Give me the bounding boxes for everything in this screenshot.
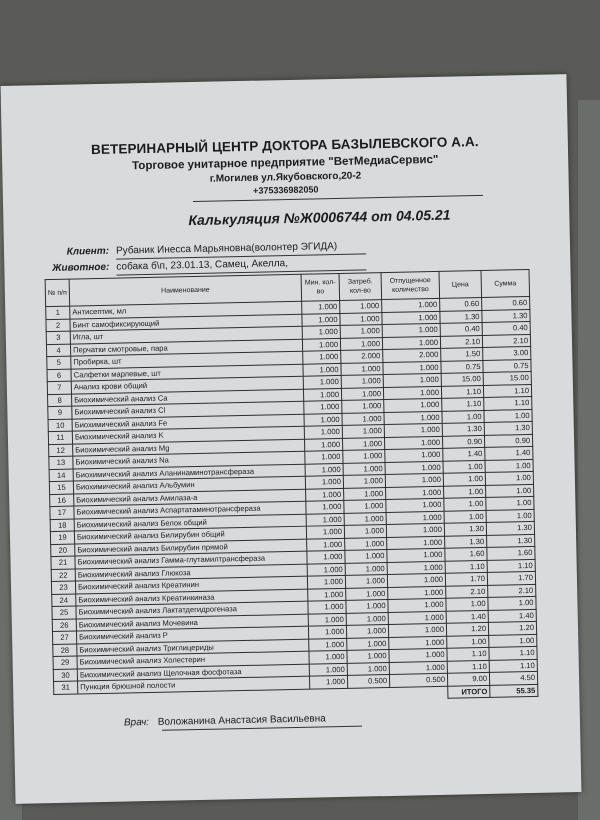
dispensed-qty: 1.000 [388, 623, 446, 637]
row-number: 12 [49, 444, 73, 457]
dispensed-qty: 1.000 [388, 611, 446, 625]
item-name: Антисептик, мл [70, 301, 302, 318]
dispensed-qty: 1.000 [388, 598, 446, 612]
min-qty: 1.000 [308, 588, 346, 601]
dispensed-qty: 1.000 [386, 511, 444, 525]
item-name: Биохимический анализ P [76, 626, 308, 643]
row-number: 10 [48, 419, 72, 432]
col-header-number: № п/п [45, 279, 70, 306]
min-qty: 1.000 [307, 538, 345, 551]
sum: 1.40 [488, 609, 536, 623]
client-name: Рубаник Инесса Марьяновна(волонтер ЭГИДА) [115, 240, 338, 257]
sum: 15.00 [483, 371, 531, 385]
dispensed-qty: 2.000 [383, 348, 441, 362]
min-qty: 1.000 [309, 663, 347, 676]
requested-qty: 1.000 [342, 437, 384, 450]
row-number: 8 [48, 394, 72, 407]
sum: 1.00 [486, 509, 534, 523]
row-number: 25 [52, 606, 76, 619]
row-number: 28 [53, 644, 77, 657]
dispensed-qty: 1.000 [383, 386, 441, 400]
row-number: 31 [54, 681, 78, 694]
row-number: 6 [47, 369, 71, 382]
price: 1.00 [443, 472, 485, 485]
min-qty: 1.000 [302, 313, 340, 326]
dispensed-qty: 1.000 [383, 373, 441, 387]
item-name: Перчатки смотровые, пара [70, 339, 302, 356]
price: 9.00 [447, 672, 489, 685]
col-header-name: Наименование [69, 274, 302, 306]
requested-qty: 1.000 [346, 587, 388, 600]
sum: 1.10 [489, 659, 537, 673]
min-qty: 1.000 [307, 575, 345, 588]
background-post-right [578, 100, 600, 820]
dispensed-qty: 1.000 [383, 361, 441, 375]
dispensed-qty: 1.000 [384, 423, 442, 437]
sum: 1.20 [488, 621, 536, 635]
min-qty: 1.000 [307, 563, 345, 576]
requested-qty: 1.000 [340, 300, 382, 313]
requested-qty: 1.000 [347, 649, 389, 662]
price: 1.20 [446, 622, 488, 635]
requested-qty: 1.000 [341, 362, 383, 375]
requested-qty: 1.000 [343, 475, 385, 488]
requested-qty: 1.000 [340, 312, 382, 325]
item-name: Биохимический анализ Холестерин [77, 651, 309, 668]
row-number: 7 [47, 381, 71, 394]
row-number: 22 [51, 569, 75, 582]
item-name: Биохимический анализ Мочевина [76, 614, 308, 631]
sum: 1.00 [489, 634, 537, 648]
price: 0.75 [441, 360, 483, 373]
item-name: Биохимический анализ Лактатдегидрогеназа [76, 601, 308, 618]
requested-qty: 1.000 [342, 425, 384, 438]
doctor-name: Воложанина Анастасия Васильевна [157, 713, 326, 728]
min-qty: 1.000 [308, 613, 346, 626]
item-name: Биохимический анализ Аланинаминотрансфераза [73, 464, 305, 481]
requested-qty: 1.000 [344, 500, 386, 513]
dispensed-qty: 1.000 [388, 586, 446, 600]
price: 1.00 [444, 485, 486, 498]
dispensed-qty: 1.000 [382, 298, 440, 312]
item-name: Биохимический анализ Аспартатаминотрансфераза [74, 501, 306, 518]
price: 1.40 [446, 610, 488, 623]
row-number: 3 [46, 331, 70, 344]
dispensed-qty: 1.000 [389, 636, 447, 650]
requested-qty: 1.000 [343, 450, 385, 463]
col-header-min-qty: Мин. кол-во [301, 273, 340, 301]
item-name: Биохимический анализ Щелочная фосфотаза [77, 664, 309, 681]
dispensed-qty: 1.000 [382, 311, 440, 325]
dispensed-qty: 1.000 [387, 536, 445, 550]
requested-qty: 1.000 [346, 625, 388, 638]
price: 1.40 [443, 447, 485, 460]
price: 1.70 [445, 572, 487, 585]
sum: 1.40 [485, 446, 533, 460]
enterprise-name: Торговое унитарное предприятие "ВетМедиаСервис" [131, 153, 439, 173]
row-number: 1 [46, 306, 70, 319]
price: 1.30 [442, 422, 484, 435]
sum: 1.10 [483, 384, 531, 398]
document-header [2, 132, 569, 201]
min-qty: 1.000 [303, 375, 341, 388]
min-qty: 1.000 [303, 388, 341, 401]
dispensed-qty: 1.000 [382, 336, 440, 350]
min-qty: 1.000 [302, 338, 340, 351]
dispensed-qty: 1.000 [385, 448, 443, 462]
price: 1.00 [444, 510, 486, 523]
min-qty: 1.000 [306, 525, 344, 538]
dispensed-qty: 1.000 [385, 473, 443, 487]
row-number: 27 [52, 631, 76, 644]
row-number: 18 [50, 519, 74, 532]
row-number: 26 [52, 619, 76, 632]
min-qty: 1.000 [305, 450, 343, 463]
col-header-price: Цена [439, 270, 482, 298]
document-title: Калькуляция №Ж0006744 от 04.05.21 [188, 206, 451, 229]
min-qty: 1.000 [308, 625, 346, 638]
col-header-sum: Сумма [481, 269, 530, 297]
items-table [45, 269, 539, 707]
requested-qty: 1.000 [343, 462, 385, 475]
min-qty: 1.000 [309, 638, 347, 651]
row-number: 23 [51, 581, 75, 594]
price: 2.10 [446, 585, 488, 598]
price: 1.00 [446, 597, 488, 610]
min-qty: 1.000 [305, 475, 343, 488]
sum: 2.10 [482, 334, 530, 348]
min-qty: 1.000 [303, 350, 341, 363]
price: 1.10 [441, 385, 483, 398]
item-name: Пункция брюшной полости [78, 676, 310, 693]
requested-qty: 1.000 [347, 637, 389, 650]
item-name: Анализ крови общий [71, 376, 303, 393]
price: 1.30 [440, 310, 482, 323]
requested-qty: 1.000 [342, 412, 384, 425]
requested-qty: 1.000 [341, 375, 383, 388]
col-header-requested-qty: Затреб. кол-во [339, 273, 382, 301]
sum: 1.30 [487, 534, 535, 548]
requested-qty: 2.000 [341, 350, 383, 363]
item-name: Биохимический анализ Креатинин [75, 576, 307, 593]
price: 0.60 [440, 297, 482, 310]
price: 1.30 [444, 522, 486, 535]
requested-qty: 1.000 [341, 387, 383, 400]
dispensed-qty: 1.000 [387, 573, 445, 587]
row-number: 20 [51, 544, 75, 557]
price: 1.30 [445, 535, 487, 548]
sum: 1.60 [487, 546, 535, 560]
item-name: Биохимический анализ Альбумин [73, 476, 305, 493]
item-name: Биохимический анализ Ca [72, 389, 304, 406]
row-number: 30 [53, 669, 77, 682]
sum: 1.00 [486, 484, 534, 498]
requested-qty: 1.000 [340, 337, 382, 350]
doctor-block [124, 713, 326, 728]
min-qty: 1.000 [306, 513, 344, 526]
requested-qty: 1.000 [347, 662, 389, 675]
sum: 1.00 [485, 459, 533, 473]
dispensed-qty: 1.000 [389, 661, 447, 675]
price: 1.00 [442, 410, 484, 423]
min-qty: 1.000 [302, 300, 340, 313]
item-name: Биохимический анализ Амилаза-а [74, 489, 306, 506]
row-number: 24 [52, 594, 76, 607]
sum: 1.00 [486, 496, 534, 510]
price: 1.10 [447, 647, 489, 660]
sum: 3.00 [483, 346, 531, 360]
sum: 2.10 [488, 584, 536, 598]
animal-label: Животное: [52, 261, 110, 274]
min-qty: 1.000 [302, 325, 340, 338]
min-qty: 1.000 [307, 550, 345, 563]
sum: 4.50 [489, 671, 537, 685]
item-name: Бинт самофиксирующий [70, 314, 302, 331]
min-qty: 1.000 [309, 650, 347, 663]
requested-qty: 1.000 [340, 325, 382, 338]
dispensed-qty: 1.000 [382, 323, 440, 337]
row-number: 19 [50, 531, 74, 544]
org-name: ВЕТЕРИНАРНЫЙ ЦЕНТР ДОКТОРА БАЗЫЛЕВСКОГО А.А. [90, 134, 479, 158]
total-label: ИТОГО [448, 685, 490, 698]
row-number: 21 [51, 556, 75, 569]
row-number: 15 [49, 481, 73, 494]
item-name: Биохимический анализ K [72, 426, 304, 443]
row-number: 13 [49, 456, 73, 469]
sum: 1.00 [484, 409, 532, 423]
price: 1.50 [441, 347, 483, 360]
dispensed-qty: 1.000 [385, 461, 443, 475]
org-phone: +375336982050 [253, 184, 319, 196]
animal-info: собака б\п, 23.01.13, Самец, Акелла, [116, 258, 289, 273]
dispensed-qty: 1.000 [384, 411, 442, 425]
price: 1.60 [445, 547, 487, 560]
row-number: 5 [47, 356, 71, 369]
requested-qty: 1.000 [344, 487, 386, 500]
row-number: 4 [46, 344, 70, 357]
price: 0.40 [440, 322, 482, 335]
price: 1.00 [444, 497, 486, 510]
price: 0.90 [442, 435, 484, 448]
sum: 1.30 [482, 309, 530, 323]
sum: 1.30 [486, 521, 534, 535]
requested-qty: 0.500 [347, 674, 389, 687]
dispensed-qty: 1.000 [387, 561, 445, 575]
min-qty: 1.000 [303, 363, 341, 376]
requested-qty: 1.000 [344, 525, 386, 538]
price: 2.10 [440, 335, 482, 348]
price: 15.00 [441, 372, 483, 385]
sum: 1.30 [484, 421, 532, 435]
requested-qty: 1.000 [346, 600, 388, 613]
price: 1.10 [442, 397, 484, 410]
dispensed-qty: 1.000 [386, 486, 444, 500]
doctor-label: Врач: [123, 717, 150, 729]
price: 1.10 [445, 560, 487, 573]
requested-qty: 1.000 [342, 400, 384, 413]
dispensed-qty: 1.000 [389, 648, 447, 662]
item-name: Биохимический анализ Na [73, 451, 305, 468]
row-number: 11 [48, 431, 72, 444]
item-name: Игла, шт [70, 326, 302, 343]
price: 1.00 [443, 460, 485, 473]
sum: 0.60 [482, 296, 530, 310]
row-number: 29 [53, 656, 77, 669]
row-number: 9 [48, 406, 72, 419]
requested-qty: 1.000 [345, 562, 387, 575]
item-name: Биохимический анализ Mg [73, 439, 305, 456]
col-header-dispensed-qty: Отпущенное количество [381, 271, 440, 299]
sum: 1.00 [485, 471, 533, 485]
min-qty: 1.000 [309, 675, 347, 688]
sum: 1.10 [484, 396, 532, 410]
dispensed-qty: 1.000 [387, 548, 445, 562]
price: 1.10 [447, 660, 489, 673]
sum: 0.90 [484, 434, 532, 448]
row-number: 16 [50, 494, 74, 507]
min-qty: 1.000 [304, 400, 342, 413]
min-qty: 1.000 [305, 463, 343, 476]
row-number: 14 [49, 469, 73, 482]
item-name: Биохимический анализ Белок общий [74, 514, 306, 531]
sum: 0.75 [483, 359, 531, 373]
client-block [4, 236, 564, 274]
item-name: Биохимический анализ Fe [72, 414, 304, 431]
requested-qty: 1.000 [344, 512, 386, 525]
dispensed-qty: 0.500 [389, 673, 447, 687]
dispensed-qty: 1.000 [386, 523, 444, 537]
sum: 1.10 [489, 646, 537, 660]
dispensed-qty: 1.000 [386, 498, 444, 512]
item-name: Биохимический анализ Билирубин общий [74, 526, 306, 543]
min-qty: 1.000 [304, 438, 342, 451]
item-name: Биохимический анализ Глюкоза [75, 564, 307, 581]
row-number: 2 [46, 319, 70, 332]
min-qty: 1.000 [304, 413, 342, 426]
dispensed-qty: 1.000 [384, 398, 442, 412]
requested-qty: 1.000 [345, 575, 387, 588]
min-qty: 1.000 [304, 425, 342, 438]
min-qty: 1.000 [306, 500, 344, 513]
item-name: Салфетки марлевые, шт [71, 364, 303, 381]
sum: 1.10 [487, 559, 535, 573]
min-qty: 1.000 [308, 600, 346, 613]
total-value: 55.35 [490, 684, 538, 698]
sum: 1.70 [487, 571, 535, 585]
item-name: Биохимический анализ Креатинкиназа [76, 589, 308, 606]
requested-qty: 1.000 [345, 537, 387, 550]
client-label: Клиент: [66, 245, 110, 258]
requested-qty: 1.000 [346, 612, 388, 625]
min-qty: 1.000 [306, 488, 344, 501]
item-name: Биохимический анализ Гамма-глутамилтрансфераза [75, 551, 307, 568]
dispensed-qty: 1.000 [384, 436, 442, 450]
document-sheet [1, 74, 582, 804]
sum: 1.00 [488, 596, 536, 610]
requested-qty: 1.000 [345, 550, 387, 563]
item-name: Биохимический анализ Cl [72, 401, 304, 418]
item-name: Биохимический анализ Триглицериды [77, 639, 309, 656]
item-name: Биохимический анализ Билирубин прямой [75, 539, 307, 556]
row-number: 17 [50, 506, 74, 519]
item-name: Пробирка, шт [71, 351, 303, 368]
price: 1.00 [447, 635, 489, 648]
org-address: г.Могилев ул.Якубовского,20-2 [209, 170, 362, 185]
sum: 0.40 [482, 321, 530, 335]
